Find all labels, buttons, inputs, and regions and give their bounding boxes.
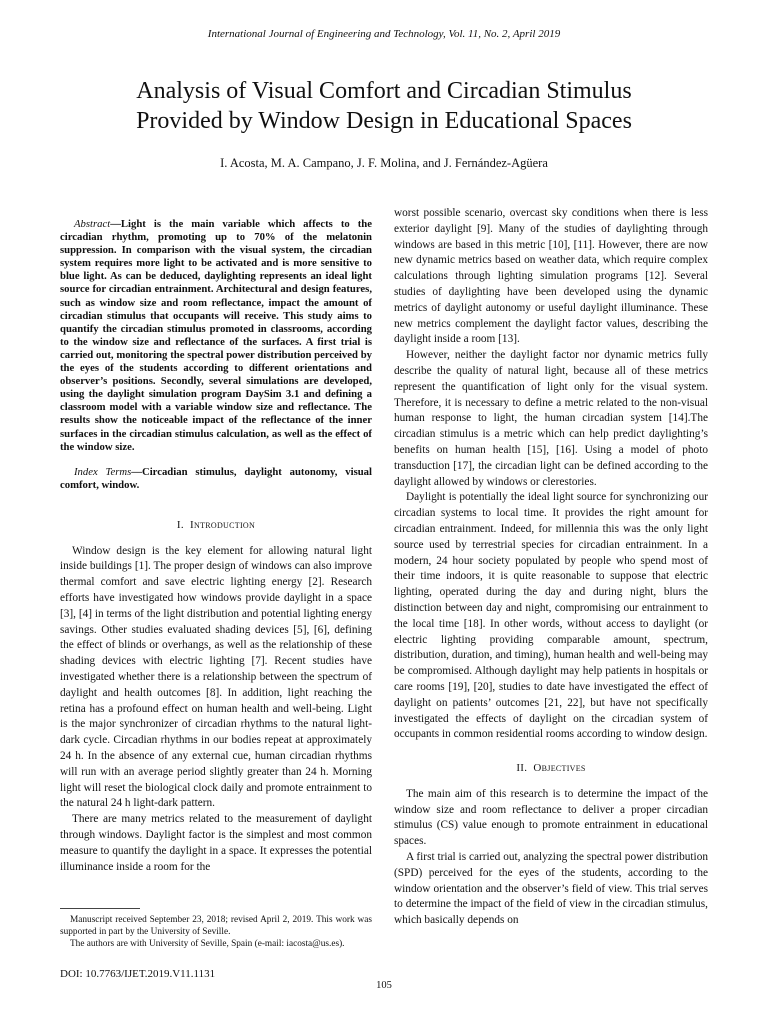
abstract-text: —Light is the main variable which affects to the circadian rhythm, promoting up to 70% of the melatonin suppression. In comparison with the visual system, the circadian system requires more light to be activated and is more sensitive to blue light. As can be deduced, daylighting represents an ideal light source for circadian entrainment. Architectural and design features, such as window size and room reflectance, impact the amount of circadian stimulus that occupants will receive. This study aims to quantify the circadian stimulus promoted in classrooms, according to the window size and reflectance of the surfaces. A first trial is carried out, monitoring the spectral power distribution perceived by the eyes of the students according to different orientations and observer’s positions. Secondly, several simulations are developed, using the daylight simulation program DaySim 3.1 and defining a classroom model with a variable window size and reflectance. The results show the noticeable impact of the reflectance of the inner surfaces in the circadian stimulus calculation, as well as the effect of the window size. <box>60 218 372 453</box>
section-title: Introduction <box>190 518 256 531</box>
paragraph: Daylight is potentially the ideal light source for synchronizing our circadian systems to local time. It provides the right amount for circadian entrainment. Indeed, for millennia this was the only light source used by terrestrial species for circadian entrainment. In a modern, 24 hour society populated by people who spend most of their time indoors, it is quite reasonable to suppose that electric lighting, operated during the day and during night, blurs the distinction between day and night, compromising our entrainment to the local time [18]. In other words, without access to daylight (or electric lighting providing comparable amount, spectrum, distribution, duration, and timing), human health and well-being may be compromised. Although daylight may help patients in hospitals or care rooms [19], [20], studies to date have investigated the effect of daylight on patients’ outcomes [21, 22], but have not specifically investigated the effects of daylight on the circadian system of occupants in common residential rooms according to window design. <box>394 491 708 741</box>
paragraph: worst possible scenario, overcast sky conditions when there is less exterior daylight [9]. Many of the studies of daylighting through windows are based in this metric [10], [11]. However, there are now new dynamic metrics based on weather data, which require complex calculations through lighting simulation programs [12]. Several studies of daylighting have been developed using the dynamic metrics of daylight autonomy or useful daylight illuminance. These new metrics complement the daylight factor values, describing the daylight inside a room [13]. <box>394 207 708 346</box>
left-column <box>60 218 372 875</box>
paragraph: However, neither the daylight factor nor dynamic metrics fully describe the quality of natural light, because all of these metrics represent the quantification of light only for the visual system. Therefore, it is necessary to define a metric related to the non-visual human response to light, the human circadian system [14].The circadian stimulus is a metric which can help predict daylighting’s benefits on human health [15], [16]. Using a model of photo transduction [17], the circadian light can be defined according to the daylight allowed by windows or clerestories. <box>394 349 708 488</box>
footnote-affiliation: The authors are with University of Seville, Spain (e-mail: iacosta@us.es). <box>70 939 345 949</box>
section-numeral: I. <box>176 518 184 531</box>
section-numeral: II. <box>516 762 528 775</box>
abstract-label: Abstract <box>74 218 111 230</box>
doi: DOI: 10.7763/IJET.2019.V11.1131 <box>60 968 216 980</box>
title-line-2: Provided by Window Design in Educational Spaces <box>136 108 632 134</box>
section-heading-introduction <box>60 518 372 534</box>
journal-header: International Journal of Engineering and Technology, Vol. 11, No. 2, April 2019 <box>207 28 561 40</box>
index-terms <box>60 466 372 492</box>
footnote-rule <box>60 908 140 909</box>
paragraph: Window design is the key element for allowing natural light inside buildings [1]. The proper design of windows can also improve thermal comfort and save electric lighting energy [2]. Research efforts have investigated how windows provide daylight in a space [3], [4] in terms of the light distribution and potential lighting energy savings. Other studies evaluated shading devices [5], [6], defining the effect of blinds or overhangs, as well as the relationship of these shading devices with electric lighting [7]. Recent studies have investigated whether there is a relationship between the spectrum of daylight and health outcomes [8]. In addition, light reaching the retina has a profound effect on human health and well-being. Light is the major synchronizer of circadian rhythms to the natural light-dark cycle. Circadian rhythms in our bodies repeat at approximately 24 h. In the absence of any external cue, human circadian rhythms will run with an average period slightly greater than 24 h. Morning light will reset the biological clock daily and promote entrainment to the natural 24 h light-dark pattern. <box>60 544 372 810</box>
paper-title <box>60 76 708 136</box>
index-terms-label: Index Terms <box>74 465 132 478</box>
paragraph: The main aim of this research is to determine the impact of the window size and room reflectance to deliver a proper circadian stimulus (CS) value enough to promote entrainment in educational spaces. <box>394 787 708 848</box>
paragraph: A first trial is carried out, analyzing the spectral power distribution (SPD) perceived for the eyes of the students, according to the window orientation and the observer’s field of view. This trial serves to determine the impact of the field of view in the circadian stimulus, which basically depends on <box>394 851 708 927</box>
footnote-manuscript: Manuscript received September 23, 2018; revised April 2, 2019. This work was supported in part by the University of Seville. <box>60 915 372 937</box>
paragraph: There are many metrics related to the measurement of daylight through windows. Daylight factor is the simplest and most common measure to quantify the daylight in a space. It expresses the potential illuminance inside a room for the <box>60 813 372 873</box>
index-terms-text: —Circadian stimulus, daylight autonomy, visual comfort, window. <box>60 465 372 491</box>
author-list: I. Acosta, M. A. Campano, J. F. Molina, and J. Fernández-Agüera <box>220 156 548 170</box>
right-column <box>394 206 708 929</box>
page-number: 105 <box>376 980 392 991</box>
abstract <box>60 218 372 454</box>
section-title: Objectives <box>533 762 586 775</box>
title-line-1: Analysis of Visual Comfort and Circadian Stimulus <box>136 78 632 104</box>
section-heading-objectives <box>394 761 708 777</box>
section-spacer <box>394 743 708 761</box>
footnote <box>60 914 372 950</box>
